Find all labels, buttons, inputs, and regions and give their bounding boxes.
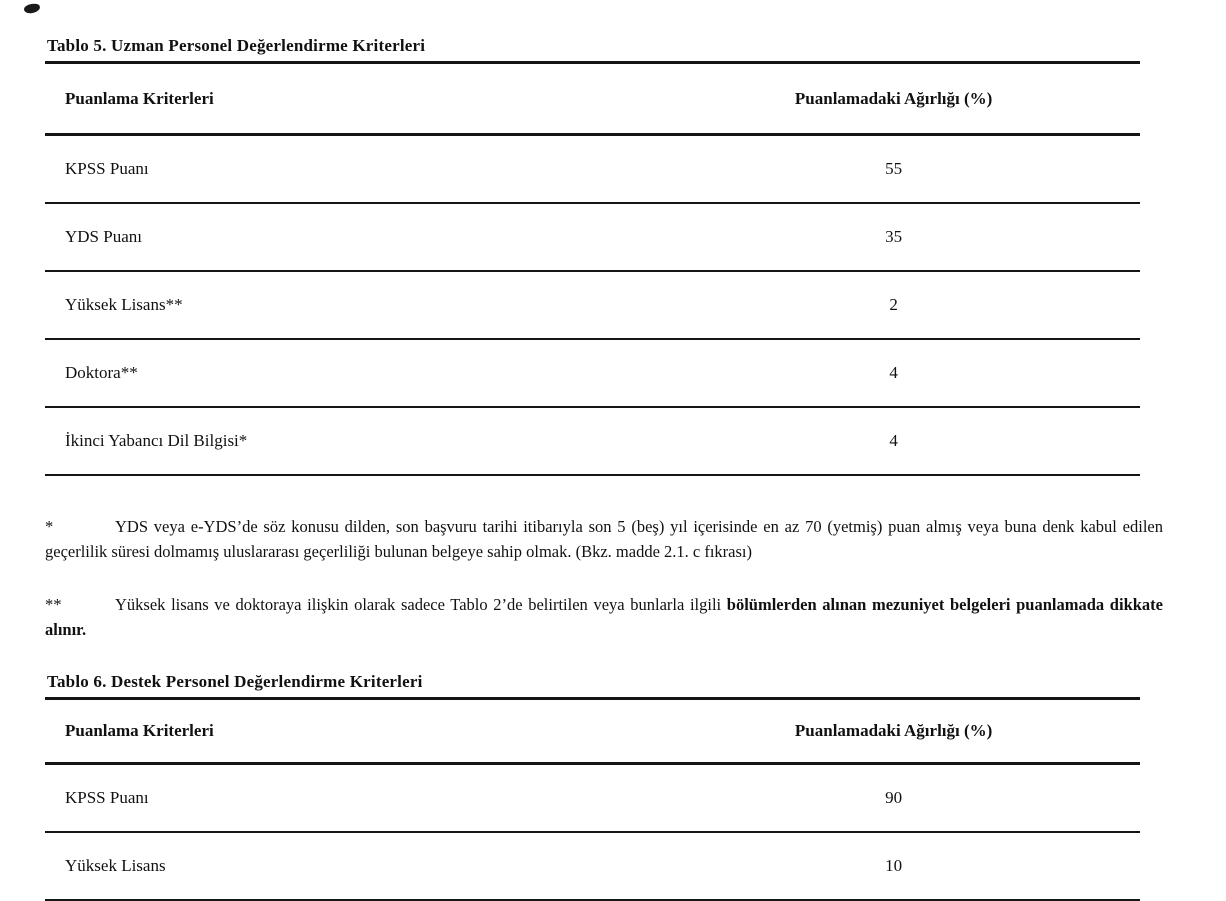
table-row [45,272,1140,340]
table5-col1-header: Puanlama Kriterleri [65,88,214,108]
criterion-weight: 2 [889,295,898,314]
footnote-text: YDS veya e-YDS’de söz konusu dilden, son başvuru tarihi itibarıyla son 5 (beş) yıl içerisinde en az 70 (yetmiş) puan almış veya buna denk kabul edilen geçerlilik süresi dolmamış uluslararası geçerliliği bulunan belgeye sahip olmak. (Bkz. madde 2.1. c fıkrası) [45,517,1163,561]
criterion-weight: 4 [889,431,898,450]
table-row [45,765,1140,833]
table-row [45,340,1140,408]
footnote-text: Yüksek lisans ve doktoraya ilişkin olarak sadece Tablo 2’de belirtilen veya bunlarla ilgili [115,595,727,614]
criterion-weight: 90 [885,788,903,807]
table-row [45,136,1140,204]
criterion-label: Yüksek Lisans** [65,295,183,314]
table6-col1-header: Puanlama Kriterleri [65,721,214,740]
table6 [45,697,1140,901]
table-row [45,408,1140,476]
criterion-label: KPSS Puanı [65,159,149,178]
footnote-double-asterisk [45,592,1163,642]
criterion-label: İkinci Yabancı Dil Bilgisi* [65,431,248,450]
scan-artifact [23,3,40,14]
criterion-weight: 4 [889,363,898,382]
criterion-weight: 10 [885,856,903,875]
criterion-label: Doktora** [65,363,138,382]
criterion-weight: 35 [885,227,903,246]
criterion-label: YDS Puanı [65,227,142,246]
footnote-single-asterisk [45,514,1163,564]
table-row [45,204,1140,272]
footnote-marker: * [45,517,54,536]
footnote-marker: ** [45,595,62,614]
table6-col2-header: Puanlamadaki Ağırlığı (%) [794,721,993,740]
table5 [45,61,1140,476]
criterion-label: Yüksek Lisans [65,856,166,875]
footnote-text-bold: bölümlerden alınan mezuniyet belgeleri puanlamada dikkate alınır. [45,595,1163,639]
table6-title: Tablo 6. Destek Personel Değerlendirme Kriterleri [47,672,423,691]
document-page [45,0,1165,901]
table5-col2-header: Puanlamadaki Ağırlığı (%) [794,88,993,108]
criterion-weight: 55 [885,159,903,178]
table-row [45,833,1140,901]
table5-header-row [45,64,1140,136]
table5-title: Tablo 5. Uzman Personel Değerlendirme Kriterleri [47,36,426,55]
table6-header-row [45,700,1140,765]
criterion-label: KPSS Puanı [65,788,149,807]
